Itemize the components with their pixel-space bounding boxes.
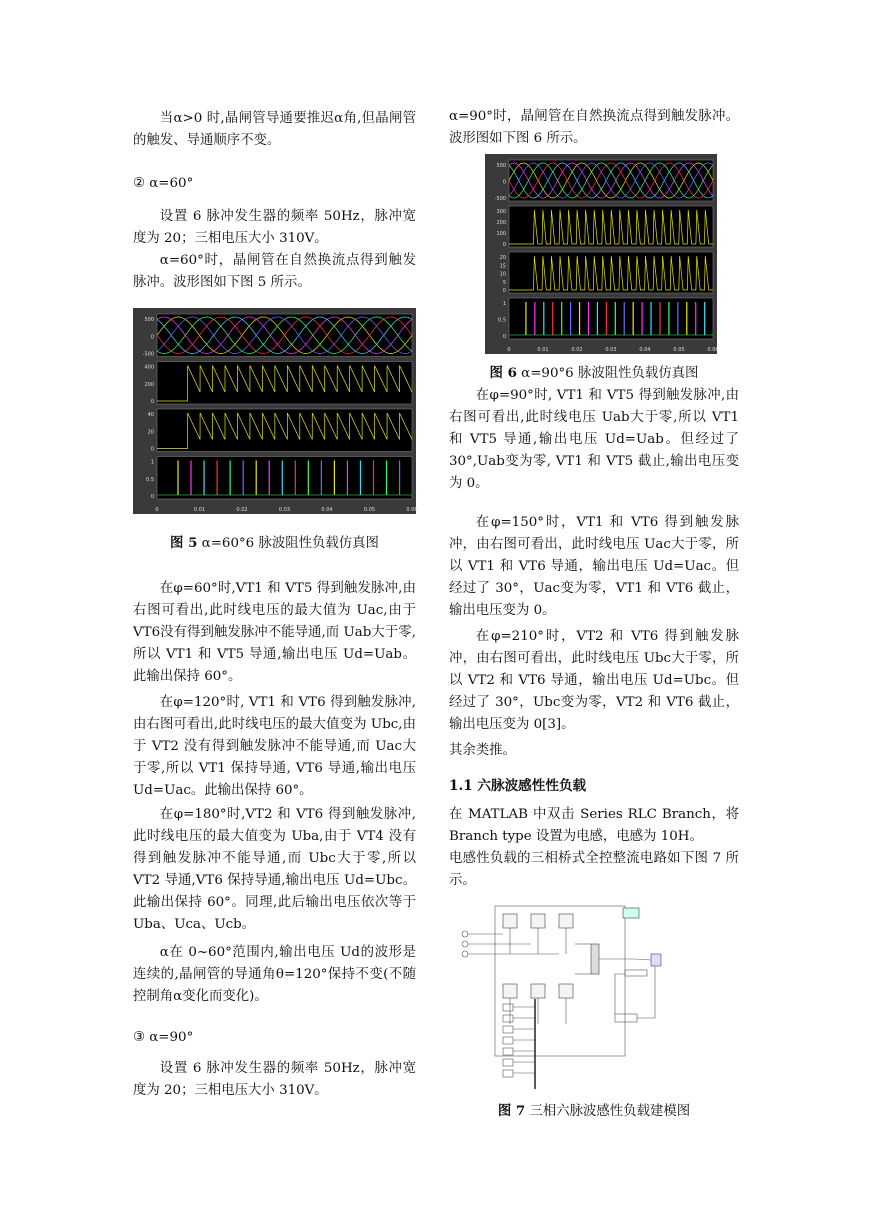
- fig7-gain-block: [615, 1014, 637, 1022]
- fig6-pulse: [695, 302, 696, 335]
- fig5-x-tick: 0.01: [193, 507, 206, 513]
- fig6-pulse: [659, 302, 660, 335]
- fig6-pulse: [615, 302, 616, 335]
- fig5-x-tick: 0.03: [278, 507, 291, 513]
- fig5-pulse: [386, 461, 387, 496]
- fig5-pulse: [321, 461, 322, 496]
- fig7-scope-block: [651, 954, 661, 966]
- fig6-panel-1-tick: -500: [494, 196, 506, 202]
- fig5-pulse: [347, 461, 348, 496]
- fig5-x-tick: 0.06: [406, 507, 418, 513]
- paragraph-setup-90: 设置 6 脉冲发生器的频率 50Hz，脉冲宽度为 20；三相电压大小 310V。: [133, 1061, 416, 1098]
- figure-6-caption-text: α=90°6 脉波阻性负载仿真图: [516, 366, 699, 381]
- fig6-pulse: [525, 302, 526, 335]
- fig5-panel-4-tick: 0: [150, 494, 154, 500]
- fig6-panel-4-tick: 1: [502, 301, 506, 307]
- paragraph-phi-150: 在φ=150°时，VT1 和 VT6 得到触发脉冲，由右图可看出，此时线电压 Uac大于零，所以 VT1 和 VT6 导通，输出电压 Ud=Uac。但经过了 30°，Uac变为零，VT1 和 VT6 截止，输出电压变为 0。: [449, 515, 739, 618]
- fig5-pulse: [334, 461, 335, 496]
- figure-7-model-diagram: [455, 904, 705, 1094]
- fig6-pulse: [597, 302, 598, 335]
- figure-7-caption-text: 三相六脉波感性负载建模图: [525, 1104, 691, 1119]
- fig5-panel-4-tick: 1: [150, 459, 154, 466]
- fig5-panel-3-tick: 20: [147, 429, 154, 436]
- fig6-pulse: [588, 302, 589, 335]
- fig5-panel-2: [157, 362, 412, 405]
- fig7-powergui-block: [623, 908, 639, 918]
- fig5-x-tick: 0.05: [363, 507, 376, 513]
- fig5-pulse: [177, 461, 178, 496]
- fig6-pulse: [668, 302, 669, 335]
- fig5-pulse: [308, 461, 309, 496]
- fig7-thyristor-block: [503, 984, 517, 998]
- fig6-pulse: [543, 302, 544, 335]
- fig5-pulse: [373, 461, 374, 496]
- fig6-panel-2-tick: 300: [496, 209, 506, 215]
- fig5-svg: [133, 308, 416, 514]
- fig6-panel-1-tick: 500: [496, 163, 506, 169]
- fig6-panel-3-tick: 20: [499, 255, 506, 261]
- fig7-source: [462, 951, 468, 957]
- paragraph-phi-180: 在φ=180°时,VT2 和 VT6 得到触发脉冲,此时线电压的最大值变为 Uba,由于 VT4 没有得到触发脉冲不能导通,而 Ubc大于零,所以 VT2 导通,VT6 保持导通,输出电压 Ud=Ubc。此输出保持 60°。同理,此后输出电压依次等于 Uba、Uca、Ucb。: [133, 807, 416, 932]
- fig7-outer-frame: [495, 906, 625, 1056]
- fig6-panel-3-tick: 0: [502, 288, 506, 294]
- fig7-pulse-block: [503, 1070, 513, 1077]
- paragraph-intro: 当α>0 时,晶闸管导通要推迟α角,但晶闸管的触发、导通顺序不变。: [133, 111, 416, 148]
- fig6-pulse: [606, 302, 607, 335]
- fig5-pulse: [256, 461, 257, 496]
- fig7-source: [462, 941, 468, 947]
- fig5-panel-3: [157, 409, 412, 452]
- fig6-pulse: [686, 302, 687, 335]
- fig5-x-tick: 0: [155, 507, 159, 513]
- fig5-panel-3-tick: 0: [150, 446, 154, 453]
- fig5-panel-2-tick: 200: [144, 381, 154, 388]
- fig6-x-tick: 0.06: [707, 347, 719, 353]
- fig7-load-block: [591, 944, 599, 974]
- fig7-source: [462, 931, 468, 937]
- fig6-panel-1: [509, 160, 713, 201]
- fig5-x-tick: 0.04: [321, 507, 333, 513]
- fig5-pulse: [282, 461, 283, 496]
- fig5-pulse: [217, 461, 218, 496]
- fig6-x-tick: 0.03: [605, 347, 617, 353]
- fig6-panel-4-tick: 0: [502, 334, 506, 340]
- section-heading-inductive: 1.1 六脉波感性性负载: [449, 778, 587, 794]
- fig6-x-tick: 0.02: [571, 347, 583, 353]
- fig6-panel-4: [509, 298, 713, 339]
- paragraph-etc: 其余类推。: [449, 743, 516, 758]
- fig7-thyristor-block: [559, 914, 573, 928]
- paragraph-phi-120: 在φ=120°时, VT1 和 VT6 得到触发脉冲,由右图可看出,此时线电压的最大值变为 Ubc,由于 VT2 没有得到触发脉冲不能导通,而 Uac大于零,所以 VT1 保持导通, VT6 导通,输出电压 Ud=Uac。此输出保持 60°。: [133, 695, 416, 798]
- figure-6-caption: [449, 362, 739, 381]
- fig6-pulse: [534, 302, 535, 335]
- fig6-pulse: [561, 302, 562, 335]
- paragraph-trigger-60: α=60°时，晶闸管在自然换流点得到触发脉冲。波形图如下图 5 所示。: [133, 253, 416, 290]
- paragraph-phi-210: 在φ=210°时，VT2 和 VT6 得到触发脉冲，由右图可看出，此时线电压 Ubc大于零，所以 VT2 和 VT6 导通，输出电压 Ud=Ubc。但经过了 30°，Ubc变为零，VT2 和 VT6 截止，输出电压变为 0[3]。: [449, 629, 739, 732]
- fig6-panel-3-tick: 5: [502, 279, 506, 286]
- fig6-panel-4-tick: 0.5: [498, 317, 506, 324]
- paragraph-trigger-90: α=90°时，晶闸管在自然换流点得到触发脉冲。波形图如下图 6 所示。: [449, 109, 739, 146]
- paragraph-matlab: 在 MATLAB 中双击 Series RLC Branch，将 Branch type 设置为电感，电感为 10H。: [449, 807, 739, 844]
- figure-5-caption-text: α=60°6 脉波阻性负载仿真图: [197, 536, 379, 551]
- fig5-pulse: [399, 461, 400, 496]
- fig6-pulse: [570, 302, 571, 335]
- fig5-panel-2-tick: 400: [144, 364, 154, 371]
- fig5-panel-1-tick: 0: [150, 334, 154, 341]
- fig7-pulse-block: [503, 1037, 513, 1044]
- fig6-svg: [485, 154, 717, 354]
- fig7-thyristor-block: [503, 914, 517, 928]
- paragraph-circuit: 电感性负载的三相桥式全控整流电路如下图 7 所示。: [449, 851, 739, 888]
- fig5-pulse: [295, 461, 296, 496]
- fig5-panel-1-tick: -500: [142, 351, 154, 358]
- paragraph-continuous: α在 0~60°范围内,输出电压 Ud的波形是连续的,晶闸管的导通角θ=120°保持不变(不随控制角α变化而变化)。: [133, 945, 416, 1004]
- fig6-panel-1-tick: 0: [502, 179, 506, 186]
- fig6-x-tick: 0.01: [537, 347, 549, 353]
- figure-5-caption: [133, 532, 416, 551]
- fig7-measure-block: [625, 970, 647, 976]
- fig7-pulse-block: [503, 1015, 513, 1022]
- figure-7-caption-label: 图 7: [497, 1103, 526, 1119]
- figure-6-waveform: [485, 154, 717, 354]
- fig6-pulse: [624, 302, 625, 335]
- figure-7-caption: [449, 1100, 739, 1119]
- fig6-pulse: [650, 302, 651, 335]
- fig5-x-tick: 0.02: [236, 507, 248, 513]
- paragraph-phi-90: 在φ=90°时, VT1 和 VT5 得到触发脉冲,由右图可看出,此时线电压 Uab大于零,所以 VT1 和 VT5 导通,输出电压 Ud=Uab。但经过了 30°,Uab变为零, VT1 和 VT5 截止,输出电压变为 0。: [449, 388, 739, 491]
- fig5-pulse: [230, 461, 231, 496]
- fig6-pulse: [552, 302, 553, 335]
- list-item-alpha-90: ③ α=90°: [133, 1030, 194, 1045]
- fig6-panel-2-tick: 200: [496, 220, 506, 226]
- fig6-panel-3-tick: 10: [499, 271, 506, 278]
- figure-5-caption-label: 图 5: [170, 535, 198, 551]
- fig5-panel-1-tick: 500: [144, 317, 154, 323]
- paragraph-setup-60: 设置 6 脉冲发生器的频率 50Hz，脉冲宽度为 20；三相电压大小 310V。: [133, 209, 416, 246]
- fig5-pulse: [243, 461, 244, 496]
- list-item-alpha-60: ② α=60°: [133, 176, 194, 191]
- fig5-pulse: [190, 461, 191, 496]
- figure-6-caption-label: 图 6: [489, 365, 517, 381]
- fig7-thyristor-block: [531, 984, 545, 998]
- fig6-pulse: [704, 302, 705, 335]
- paragraph-phi-60: 在φ=60°时,VT1 和 VT5 得到触发脉冲,由右图可看出,此时线电压的最大值为 Uac,由于 VT6没有得到触发脉冲不能导通,而 Uab大于零,所以 VT1 和 VT5 导通,输出电压 Ud=Uab。此输出保持 60°。: [133, 581, 416, 684]
- fig5-pulse: [203, 461, 204, 496]
- figure-5-waveform: [133, 308, 416, 514]
- fig7-pulse-block: [503, 1004, 513, 1011]
- fig6-pulse: [579, 302, 580, 335]
- fig6-pulse: [633, 302, 634, 335]
- fig7-thyristor-block: [559, 984, 573, 998]
- fig6-pulse: [642, 302, 643, 335]
- fig5-panel-4-tick: 0.5: [146, 476, 154, 483]
- fig6-x-tick: 0: [507, 347, 511, 353]
- fig5-panel-3-tick: 40: [147, 412, 154, 418]
- fig6-panel-2-tick: 0: [502, 242, 506, 248]
- fig7-svg: [455, 904, 705, 1094]
- fig6-pulse: [677, 302, 678, 335]
- fig7-pulse-block: [503, 1059, 513, 1066]
- fig6-x-tick: 0.05: [673, 347, 685, 353]
- fig6-panel-2-tick: 100: [496, 231, 506, 237]
- fig5-panel-2-tick: 0: [150, 399, 154, 405]
- fig7-pulse-block: [503, 1048, 513, 1055]
- fig6-panel-3-tick: 15: [499, 263, 506, 270]
- fig7-thyristor-block: [531, 914, 545, 928]
- fig6-x-tick: 0.04: [639, 347, 651, 353]
- fig5-pulse: [360, 461, 361, 496]
- fig5-pulse: [269, 461, 270, 496]
- fig7-pulse-block: [503, 1026, 513, 1033]
